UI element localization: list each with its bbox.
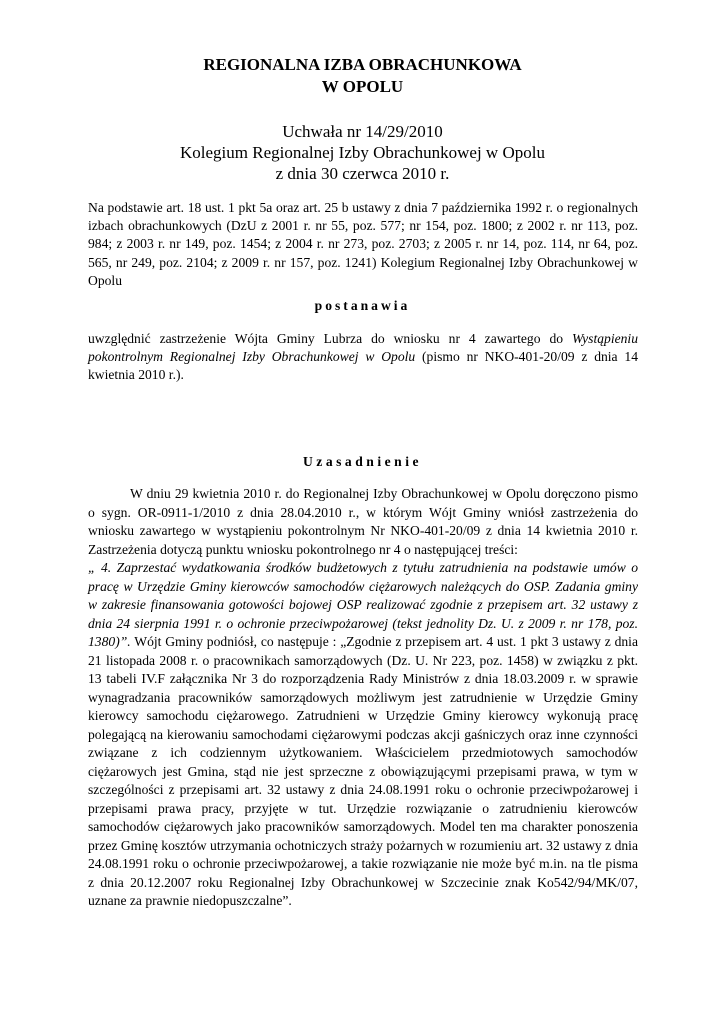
resolution-body: Kolegium Regionalnej Izby Obrachunkowej w Opolu <box>180 143 545 162</box>
justification-paragraph <box>88 485 638 911</box>
decision-text-2: (pismo nr NKO-401-20/09 z dnia 14 kwietnia 2010 r.). <box>88 349 638 383</box>
institution-name: REGIONALNA IZBA OBRACHUNKOWA <box>203 55 522 74</box>
institution-city: W OPOLU <box>321 77 404 96</box>
decision-text-1: uwzględnić zastrzeżenie Wójta Gminy Lubrza do wniosku nr 4 zawartego do <box>88 331 573 346</box>
justification-rest: Wójt Gminy podniósł, co następuje : „Zgodnie z przepisem art. 4 ust. 1 pkt 3 ustawy z dnia 21 listopada 2008 r. o pracownikach samorządowych (Dz. U. Nr 223, poz. 1458) w związku z pkt. 13 tabeli IV.F załącznika Nr 3 do rozporządzenia Rady Ministrów z dnia 18.03.2009 r. w sprawie wynagradzania pracowników samorządowych możliwym jest zatrudnienie w Urzędzie Gminy kierowcy samochodu ciężarowego. Zatrudnieni w Urzędzie Gminy kierowcy wykonują pracę polegającą na kierowaniu samochodami ciężarowymi podczas akcji gaśniczych oraz inne czynności związane z ich codziennym użytkowaniem. Właścicielem przedmiotowych samochodów ciężarowych jest Gmina, stąd nie jest sprzeczne z obowiązującymi przepisami prawa, w tym w szczególności z przepisami art. 32 ustawy z dnia 24.08.1991 roku o ochronie przeciwpożarowej i przepisami prawa pracy, przyjęte w tut. Urzędzie rozwiązanie o zatrudnieniu kierowców samochodów ciężarowych jako pracowników samorządowych. Model ten ma charakter ponoszenia przez Gminę kosztów utrzymania ochotniczych straży pożarnych w rozumieniu art. 32 ustawy z dnia 24.08.1991 roku o ochronie przeciwpożarowej, a takie rozwiązanie nie może być m.in. na tle pisma z dnia 20.12.2007 roku Regionalnej Izby Obrachunkowej w Szczecinie znak Ko542/94/MK/07, uznane za prawnie niedopuszczalne”. <box>88 634 638 908</box>
legal-basis-paragraph: Na podstawie art. 18 ust. 1 pkt 5a oraz art. 25 b ustawy z dnia 7 października 1992 r. o regionalnych izbach obrachunkowych (DzU z 2001 r. nr 55, poz. 577; nr 154, poz. 1800; z 2002 r. nr 113, poz. 984; z 2003 r. nr 149, poz. 1454; z 2004 r. nr 273, poz. 2703; z 2005 r. nr 14, poz. 114, nr 64, poz. 565, nr 249, poz. 2104; z 2009 r. nr 157, poz. 1241) Kolegium Regionalnej Izby Obrachunkowej w Opolu <box>88 200 638 288</box>
decision-paragraph <box>88 330 638 385</box>
resolution-date: z dnia 30 czerwca 2010 r. <box>275 164 450 183</box>
decides-heading: postanawia <box>314 298 411 313</box>
justification-quote: „ 4. Zaprzestać wydatkowania środków budżetowych z tytułu zatrudnienia na podstawie umów o pracę w Urzędzie Gminy kierowców samochodów ciężarowych należących do OSP. Zadania gminy w zakresie finansowania gotowości bojowej OSP realizować zgodnie z przepisem art. 32 ustawy z dnia 24 sierpnia 1991 r. o ochronie przeciwpożarowej (tekst jednolity Dz. U. z 2009 r. nr 178, poz. 1380)”. <box>88 560 638 649</box>
resolution-number: Uchwała nr 14/29/2010 <box>282 122 443 141</box>
justification-body <box>88 559 638 911</box>
justification-intro: W dniu 29 kwietnia 2010 r. do Regionalnej Izby Obrachunkowej w Opolu doręczono pismo o sygn. OR-0911-1/2010 z dnia 28.04.2010 r., w którym Wójt Gminy wniósł zastrzeżenia do wniosku zawartego w wystąpieniu pokontrolnym Nr NKO-401-20/09 z dnia 14 kwietnia 2010 r. Zastrzeżenia dotyczą punktu wniosku pokontrolnego nr 4 o następującej treści: <box>88 486 638 557</box>
decision-text-italic: Wystąpieniu pokontrolnym Regionalnej Izby Obrachunkowej w Opolu <box>88 331 638 365</box>
justification-heading: Uzasadnienie <box>302 454 423 469</box>
